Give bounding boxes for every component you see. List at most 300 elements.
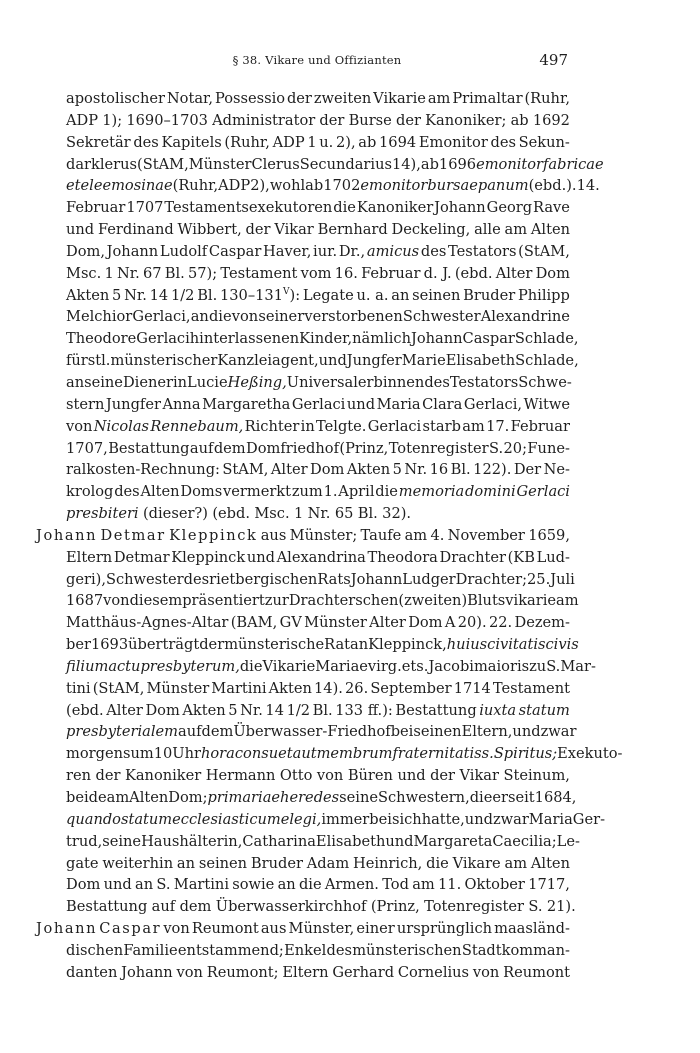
word [129, 787, 168, 809]
word-text: Nr. [116, 264, 140, 282]
word [66, 787, 107, 809]
word [66, 459, 220, 481]
word-text: seinen [412, 286, 461, 304]
word [371, 896, 420, 918]
word [508, 787, 535, 809]
word [399, 481, 464, 503]
word [504, 438, 528, 460]
word [261, 525, 287, 547]
word-text: Testators [449, 373, 519, 391]
word-text: Totenregister [424, 898, 524, 916]
word-text: Exekuto- [557, 745, 623, 763]
word-text: et [401, 657, 417, 675]
text-line [36, 874, 570, 896]
word-text: emonitor [360, 177, 428, 195]
word [247, 547, 275, 569]
word-text: Alten [129, 789, 169, 806]
word [164, 197, 332, 219]
word-text: Secundarius [299, 155, 392, 173]
word-text: Tod [382, 876, 409, 894]
word-text: Kanoniker [356, 199, 434, 217]
word-text: Dom [145, 701, 180, 719]
word-text: Elisabeth [445, 352, 516, 370]
word [531, 853, 570, 875]
word-text: (Ruhr, [524, 90, 570, 107]
word [250, 175, 270, 197]
word-text: ab [305, 177, 324, 195]
word [220, 285, 300, 307]
word-text: Kleppinck [171, 548, 246, 566]
word [324, 634, 350, 656]
word [508, 547, 535, 569]
text-line [36, 831, 580, 853]
word-text: civis [545, 636, 579, 654]
word [103, 590, 129, 612]
word-text: zwar [492, 810, 529, 828]
word-text: von [231, 308, 259, 326]
word [66, 678, 91, 700]
word [545, 634, 578, 656]
word [104, 874, 132, 896]
word-text: Lud- [536, 548, 570, 566]
word-text: Alten [140, 483, 180, 501]
word [511, 110, 529, 132]
word [528, 874, 570, 896]
word-text: die [333, 199, 356, 217]
word-text: Detmar [113, 548, 170, 566]
word [550, 569, 575, 591]
word [66, 590, 103, 612]
word-text: Rat [324, 636, 351, 654]
page-number: 497 [539, 51, 568, 69]
word-text: Dom [408, 614, 443, 632]
text-line [36, 197, 570, 219]
word-text: seit [508, 789, 535, 806]
word [280, 765, 312, 787]
word-text: einer [356, 920, 395, 938]
word [117, 263, 140, 285]
word-text: und [246, 548, 275, 566]
word-text: Juli [550, 570, 575, 588]
word-text: civitatis [487, 636, 546, 654]
word-text: (ebd. [212, 505, 250, 523]
text-line [36, 962, 570, 984]
word-text: Witwe [523, 395, 570, 413]
word [518, 372, 572, 394]
word-text: November [447, 526, 525, 544]
word-text: morgens [66, 745, 131, 763]
text-line [36, 547, 570, 569]
word [190, 438, 214, 460]
word-text: S. [488, 439, 504, 457]
word [66, 175, 81, 197]
word [126, 197, 163, 219]
word-text: 5 [228, 701, 238, 719]
word [476, 154, 543, 176]
word-text: presbyterum, [140, 657, 240, 675]
word [91, 634, 128, 656]
word-text: Alten [530, 854, 570, 872]
word-text: der [95, 767, 121, 785]
word-text: 26. [345, 679, 369, 697]
text-line [36, 721, 577, 743]
word [462, 721, 513, 743]
word-text: 20). [457, 614, 487, 632]
word-text: (dieser?) [142, 505, 208, 523]
word-text: ut [301, 745, 317, 763]
word-text: Akten [182, 701, 226, 719]
word-text: die [239, 657, 263, 675]
word [123, 372, 187, 394]
word-text: vermerkt [223, 483, 292, 501]
word [427, 175, 478, 197]
word-text: der [319, 111, 345, 129]
word [135, 874, 153, 896]
word-text: 133 ff.): [335, 701, 393, 719]
word [292, 394, 345, 416]
word-text: Haver, [263, 242, 312, 260]
word-text: und [397, 767, 426, 785]
word [150, 285, 169, 307]
word [287, 372, 425, 394]
word [314, 678, 343, 700]
word-text: 1717, [528, 876, 570, 894]
word [515, 612, 570, 634]
word [305, 175, 323, 197]
entry-name [100, 525, 165, 547]
word-text: an [391, 286, 410, 304]
word-text: 14 [149, 286, 169, 304]
text-line [36, 853, 570, 875]
word-text: wohl [269, 177, 306, 195]
word [327, 940, 352, 962]
word [465, 809, 493, 831]
word [349, 110, 392, 132]
word-text: Nicolas [93, 417, 150, 435]
word [424, 896, 524, 918]
word-text: (Prinz, [339, 439, 389, 457]
word [533, 110, 570, 132]
word [104, 263, 113, 285]
word-text: seiner [258, 308, 305, 326]
word [274, 219, 313, 241]
word [452, 88, 522, 110]
word-text: A [444, 614, 456, 632]
word-text: Richter [244, 417, 300, 435]
word-text: Alexandrina [276, 548, 366, 566]
word [339, 241, 365, 263]
word [448, 525, 525, 547]
word [392, 154, 421, 176]
word-text: presbiteri [66, 505, 139, 523]
text-line [36, 481, 570, 503]
word-text: am [412, 876, 435, 894]
word [421, 241, 446, 263]
word-text: S. [156, 876, 171, 894]
word [190, 328, 299, 350]
word-text: Jungfer [346, 352, 402, 370]
word-text: Gerlaci [516, 483, 570, 501]
word [397, 765, 425, 787]
word-text: Wibbert, [177, 221, 242, 239]
word [335, 700, 393, 722]
word [335, 263, 358, 285]
word [528, 525, 570, 547]
word [339, 438, 388, 460]
word [430, 525, 444, 547]
word-text: 1/2 [170, 286, 195, 304]
word-text: 14. [576, 177, 600, 195]
word [492, 831, 556, 853]
word [93, 678, 145, 700]
word-text: Stadtkomman- [461, 941, 570, 959]
word [220, 263, 297, 285]
word-text: fabricae [543, 155, 604, 173]
word [379, 132, 416, 154]
word [413, 721, 461, 743]
text-line [36, 787, 577, 809]
word [529, 809, 573, 831]
word-text: Münster [146, 679, 210, 697]
word-text: Burse [348, 111, 392, 129]
word-text: Anna [162, 395, 201, 413]
word-text: 1684, [534, 789, 577, 806]
word [536, 263, 570, 285]
word-text: des [133, 133, 159, 151]
word [143, 263, 162, 285]
word [448, 241, 516, 263]
word [486, 416, 509, 438]
word [121, 962, 173, 984]
word-text: stern [66, 395, 105, 413]
word-text: und [103, 876, 132, 894]
word-text: zu [529, 657, 547, 675]
word [300, 154, 392, 176]
word [426, 853, 449, 875]
word-text: maasländ- [494, 920, 570, 938]
word-text: Testament [492, 679, 570, 697]
word [102, 110, 122, 132]
word-text: Le- [556, 832, 580, 850]
word [428, 656, 474, 678]
word-text: amicus [366, 242, 420, 260]
word-text: 2), [336, 133, 356, 151]
word [126, 110, 208, 132]
word [66, 940, 123, 962]
word [396, 110, 421, 132]
word [240, 700, 263, 722]
word-text: (BAM, [230, 614, 278, 632]
word-text: (StAM, [518, 242, 570, 260]
superscript: V [283, 286, 290, 297]
word [271, 459, 308, 481]
word [319, 132, 333, 154]
word-text: 1/2 [286, 701, 311, 719]
word [245, 416, 300, 438]
word [214, 438, 246, 460]
word-text: rietbergischen [209, 570, 318, 588]
word-text: Totenregister [388, 439, 489, 457]
word-text: Testators [448, 242, 517, 260]
word [389, 438, 489, 460]
word [218, 175, 250, 197]
word-text: 32). [382, 505, 412, 523]
word [424, 372, 449, 394]
word-text: Rennebaum, [150, 417, 244, 435]
word-text: von [103, 592, 130, 610]
word-text: Mar- [560, 657, 596, 675]
word [128, 634, 199, 656]
word [402, 350, 446, 372]
word-text: Ger- [572, 810, 605, 828]
word-text: und [66, 221, 95, 239]
word [66, 721, 178, 743]
word [403, 306, 481, 328]
word-text: Nr. [240, 701, 263, 719]
word-text: Akten [346, 461, 391, 479]
word [392, 743, 481, 765]
word [303, 285, 354, 307]
word-text: diesem [129, 592, 183, 610]
word [395, 700, 476, 722]
word-text: consueta [234, 745, 302, 763]
word-text: filium [66, 657, 109, 675]
word [171, 285, 195, 307]
word-text: der [430, 767, 456, 785]
word [478, 175, 529, 197]
word-text: und [346, 395, 376, 413]
word-text: Akten [66, 286, 110, 304]
word [191, 306, 209, 328]
word [439, 154, 476, 176]
word-text: Vikar [459, 767, 499, 785]
word-text: 2), [250, 177, 270, 195]
word-text: dem [213, 439, 246, 457]
word [66, 219, 94, 241]
word [358, 503, 378, 525]
word [317, 743, 393, 765]
word [161, 132, 221, 154]
word-text: Doms [180, 483, 223, 501]
word [533, 197, 570, 219]
word-text: Theodore [66, 330, 137, 348]
word [212, 503, 250, 525]
word [301, 743, 316, 765]
word-text: sich [391, 810, 422, 828]
word [263, 241, 311, 263]
word-text: 14), [391, 155, 421, 173]
word-text: Vikarie [262, 657, 316, 675]
word [254, 503, 289, 525]
word-suffix: ): [289, 286, 301, 304]
word [524, 88, 570, 110]
word-text: Margareta [413, 832, 493, 850]
word-text: Enkel [284, 941, 327, 959]
word-text: 10 [153, 745, 173, 763]
word [316, 831, 385, 853]
word [368, 547, 438, 569]
word-text: alle [474, 221, 501, 239]
word-text: s. [416, 657, 429, 675]
word-text: 1 [104, 264, 114, 282]
word [316, 416, 366, 438]
word [454, 678, 491, 700]
word-text: zweiten [313, 90, 372, 107]
word [284, 940, 326, 962]
word [456, 569, 527, 591]
word-text: Otto [279, 767, 313, 785]
word [233, 721, 390, 743]
word-text: auf [151, 898, 176, 916]
word-text: Melchior [66, 308, 133, 326]
word-text: Vikare [452, 854, 501, 872]
word [66, 438, 108, 460]
word [188, 263, 217, 285]
word-text: Gerlaci, [463, 395, 523, 413]
word [133, 132, 158, 154]
word [402, 569, 455, 591]
text-line [36, 328, 579, 350]
word-text: Margaretha [202, 395, 291, 413]
word [66, 154, 137, 176]
word [352, 940, 461, 962]
word [290, 525, 358, 547]
word-text: Bl. [450, 461, 471, 479]
word [251, 853, 303, 875]
word-text: seine [339, 789, 379, 806]
text-line [36, 634, 579, 656]
word-text: Johann [121, 963, 173, 981]
word-text: Caspar [99, 920, 162, 938]
word [543, 154, 604, 176]
word-text: eleemosinae [80, 177, 173, 195]
word-text: am [427, 90, 451, 107]
word-text: u. [319, 133, 334, 151]
word [66, 110, 98, 132]
word [66, 853, 99, 875]
word [66, 656, 108, 678]
word [445, 612, 456, 634]
word [180, 481, 222, 503]
word-text: Theodora [367, 548, 438, 566]
word-text: bursae [427, 177, 478, 195]
word-text: (KB [507, 548, 535, 566]
word [182, 590, 265, 612]
word [174, 874, 229, 896]
word [66, 416, 92, 438]
text-line [36, 656, 596, 678]
word [66, 612, 228, 634]
word-text: (zweiten) [398, 592, 468, 610]
word [350, 634, 368, 656]
word [287, 88, 312, 110]
word [66, 765, 91, 787]
word-text: des [326, 941, 352, 959]
word [428, 88, 451, 110]
word-text: Bestattung [395, 701, 477, 719]
word-text: starb [422, 417, 461, 435]
word [66, 874, 100, 896]
text-line [36, 219, 570, 241]
word [447, 634, 487, 656]
word-text: Georg [486, 199, 533, 217]
word-text: Legate [302, 286, 354, 304]
word-text: Dom, [66, 242, 105, 260]
word [162, 394, 200, 416]
word [199, 634, 224, 656]
word-text: in [300, 417, 315, 435]
word-text: bei [369, 810, 392, 828]
